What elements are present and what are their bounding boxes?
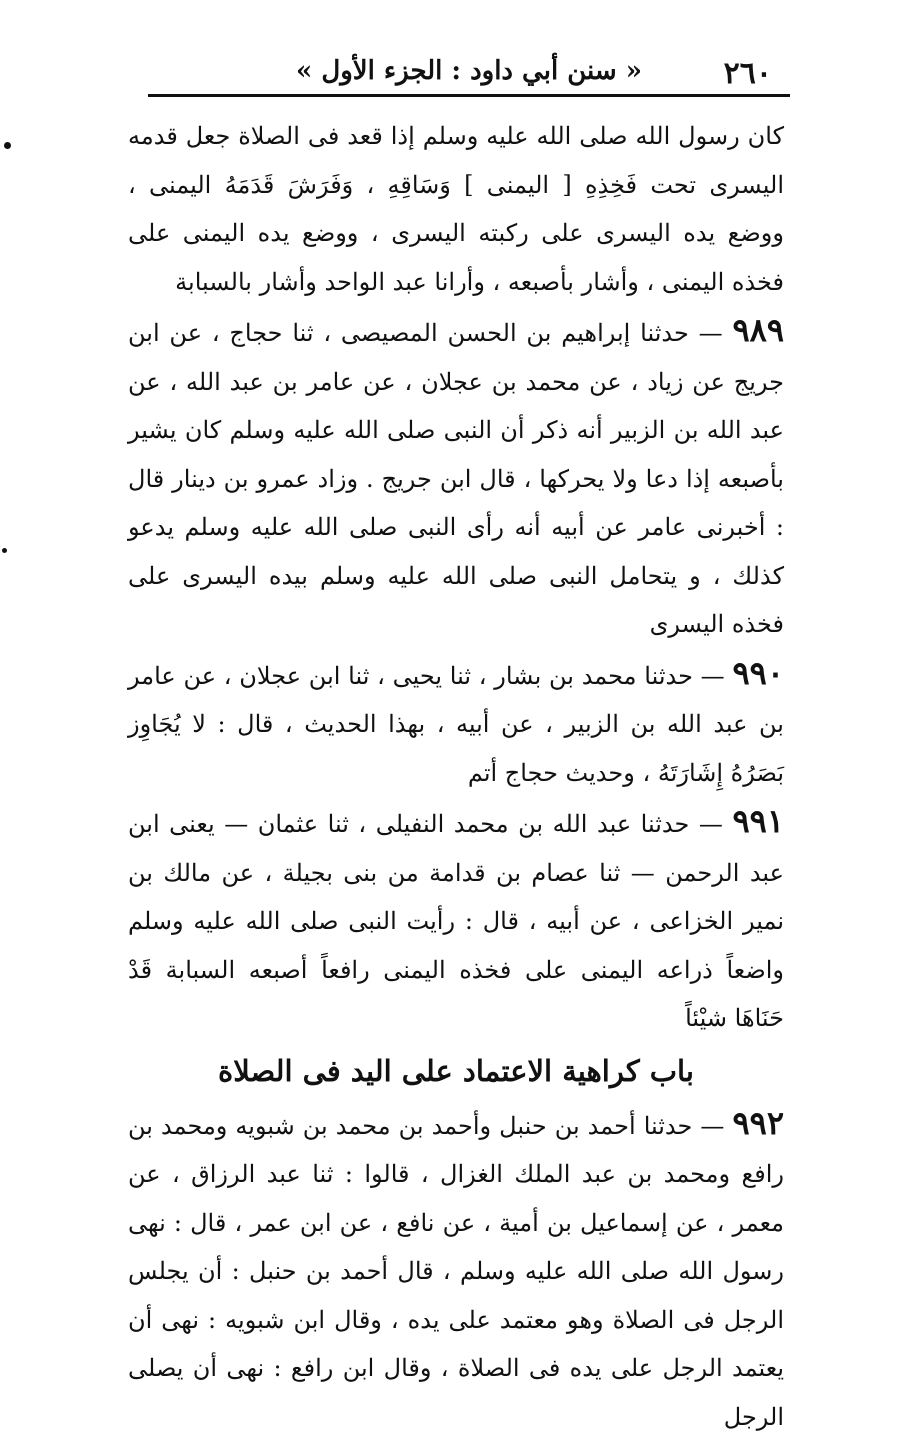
chapter-title: باب كراهية الاعتماد على اليد فى الصلاة — [128, 1043, 784, 1099]
hadith-number: ٩٩٠ — [732, 654, 784, 692]
hadith-990 — [128, 649, 784, 798]
paragraph-continuation — [128, 112, 784, 306]
hadith-989 — [128, 306, 784, 649]
margin-mark — [2, 548, 7, 553]
page-number: ٢٦٠ — [724, 56, 772, 91]
hadith-992 — [128, 1099, 784, 1441]
hadith-number: ٩٨٩ — [732, 311, 784, 349]
running-title: « سنن أبي داود : الجزء الأول » — [148, 56, 790, 86]
hadith-number: ٩٩٢ — [732, 1104, 784, 1142]
paragraph-text: كان رسول الله صلى الله عليه وسلم إذا قعد فى الصلاة جعل قدمه اليسرى تحت فَخِذِهِ [ اليمنى ] وَسَاقِهِ ، وَفَرَشَ قَدَمَهُ اليمنى ، ووضع يده اليسرى على ركبته اليسرى ، ووضع يده اليمنى على فخذه اليمنى ، وأشار بأصبعه ، وأرانا عبد الواحد وأشار بالسبابة — [128, 122, 784, 296]
margin-mark — [4, 142, 11, 149]
main-text — [128, 112, 784, 1441]
header-rule — [148, 94, 790, 97]
hadith-number: ٩٩١ — [732, 802, 784, 840]
page-header — [148, 44, 790, 94]
hadith-991 — [128, 797, 784, 1043]
hadith-text: — حدثنا محمد بن بشار ، ثنا يحيى ، ثنا ابن عجلان ، عن عامر بن عبد الله بن الزبير ، عن أبيه ، بهذا الحديث ، قال : لا يُجَاوِز بَصَرُهُ إِشَارَتَهُ ، وحديث حجاج أتم — [128, 662, 784, 787]
hadith-text: — حدثنا إبراهيم بن الحسن المصيصى ، ثنا حجاج ، عن ابن جريج عن زياد ، عن محمد بن عجلان ، عن عامر بن عبد الله ، عن عبد الله بن الزبير أنه ذكر أن النبى صلى الله عليه وسلم كان يشير بأصبعه إذا دعا ولا يحركها ، قال ابن جريج . وزاد عمرو بن دينار قال : أخبرنى عامر عن أبيه أنه رأى النبى صلى الله عليه وسلم يدعو كذلك ، و يتحامل النبى صلى الله عليه وسلم بيده اليسرى على فخذه اليسرى — [128, 319, 784, 638]
hadith-text: — حدثنا عبد الله بن محمد النفيلى ، ثنا عثمان — يعنى ابن عبد الرحمن — ثنا عصام بن قدامة من بنى بجيلة ، عن مالك بن نمير الخزاعى ، عن أبيه ، قال : رأيت النبى صلى الله عليه وسلم واضعاً ذراعه اليمنى على فخذه اليمنى رافعاً أصبعه السبابة قَدْ حَنَاهَا شيْئاً — [128, 810, 784, 1032]
hadith-text: — حدثنا أحمد بن حنبل وأحمد بن محمد بن شبويه ومحمد بن رافع ومحمد بن عبد الملك الغزال ، قالوا : ثنا عبد الرزاق ، عن معمر ، عن إسماعيل بن أمية ، عن نافع ، عن ابن عمر ، قال : نهى رسول الله صلى الله عليه وسلم ، قال أحمد بن حنبل : أن يجلس الرجل فى الصلاة وهو معتمد على يده ، وقال ابن شبويه : نهى أن يعتمد الرجل على يده فى الصلاة ، وقال ابن رافع : نهى أن يصلى الرجل — [128, 1112, 784, 1431]
